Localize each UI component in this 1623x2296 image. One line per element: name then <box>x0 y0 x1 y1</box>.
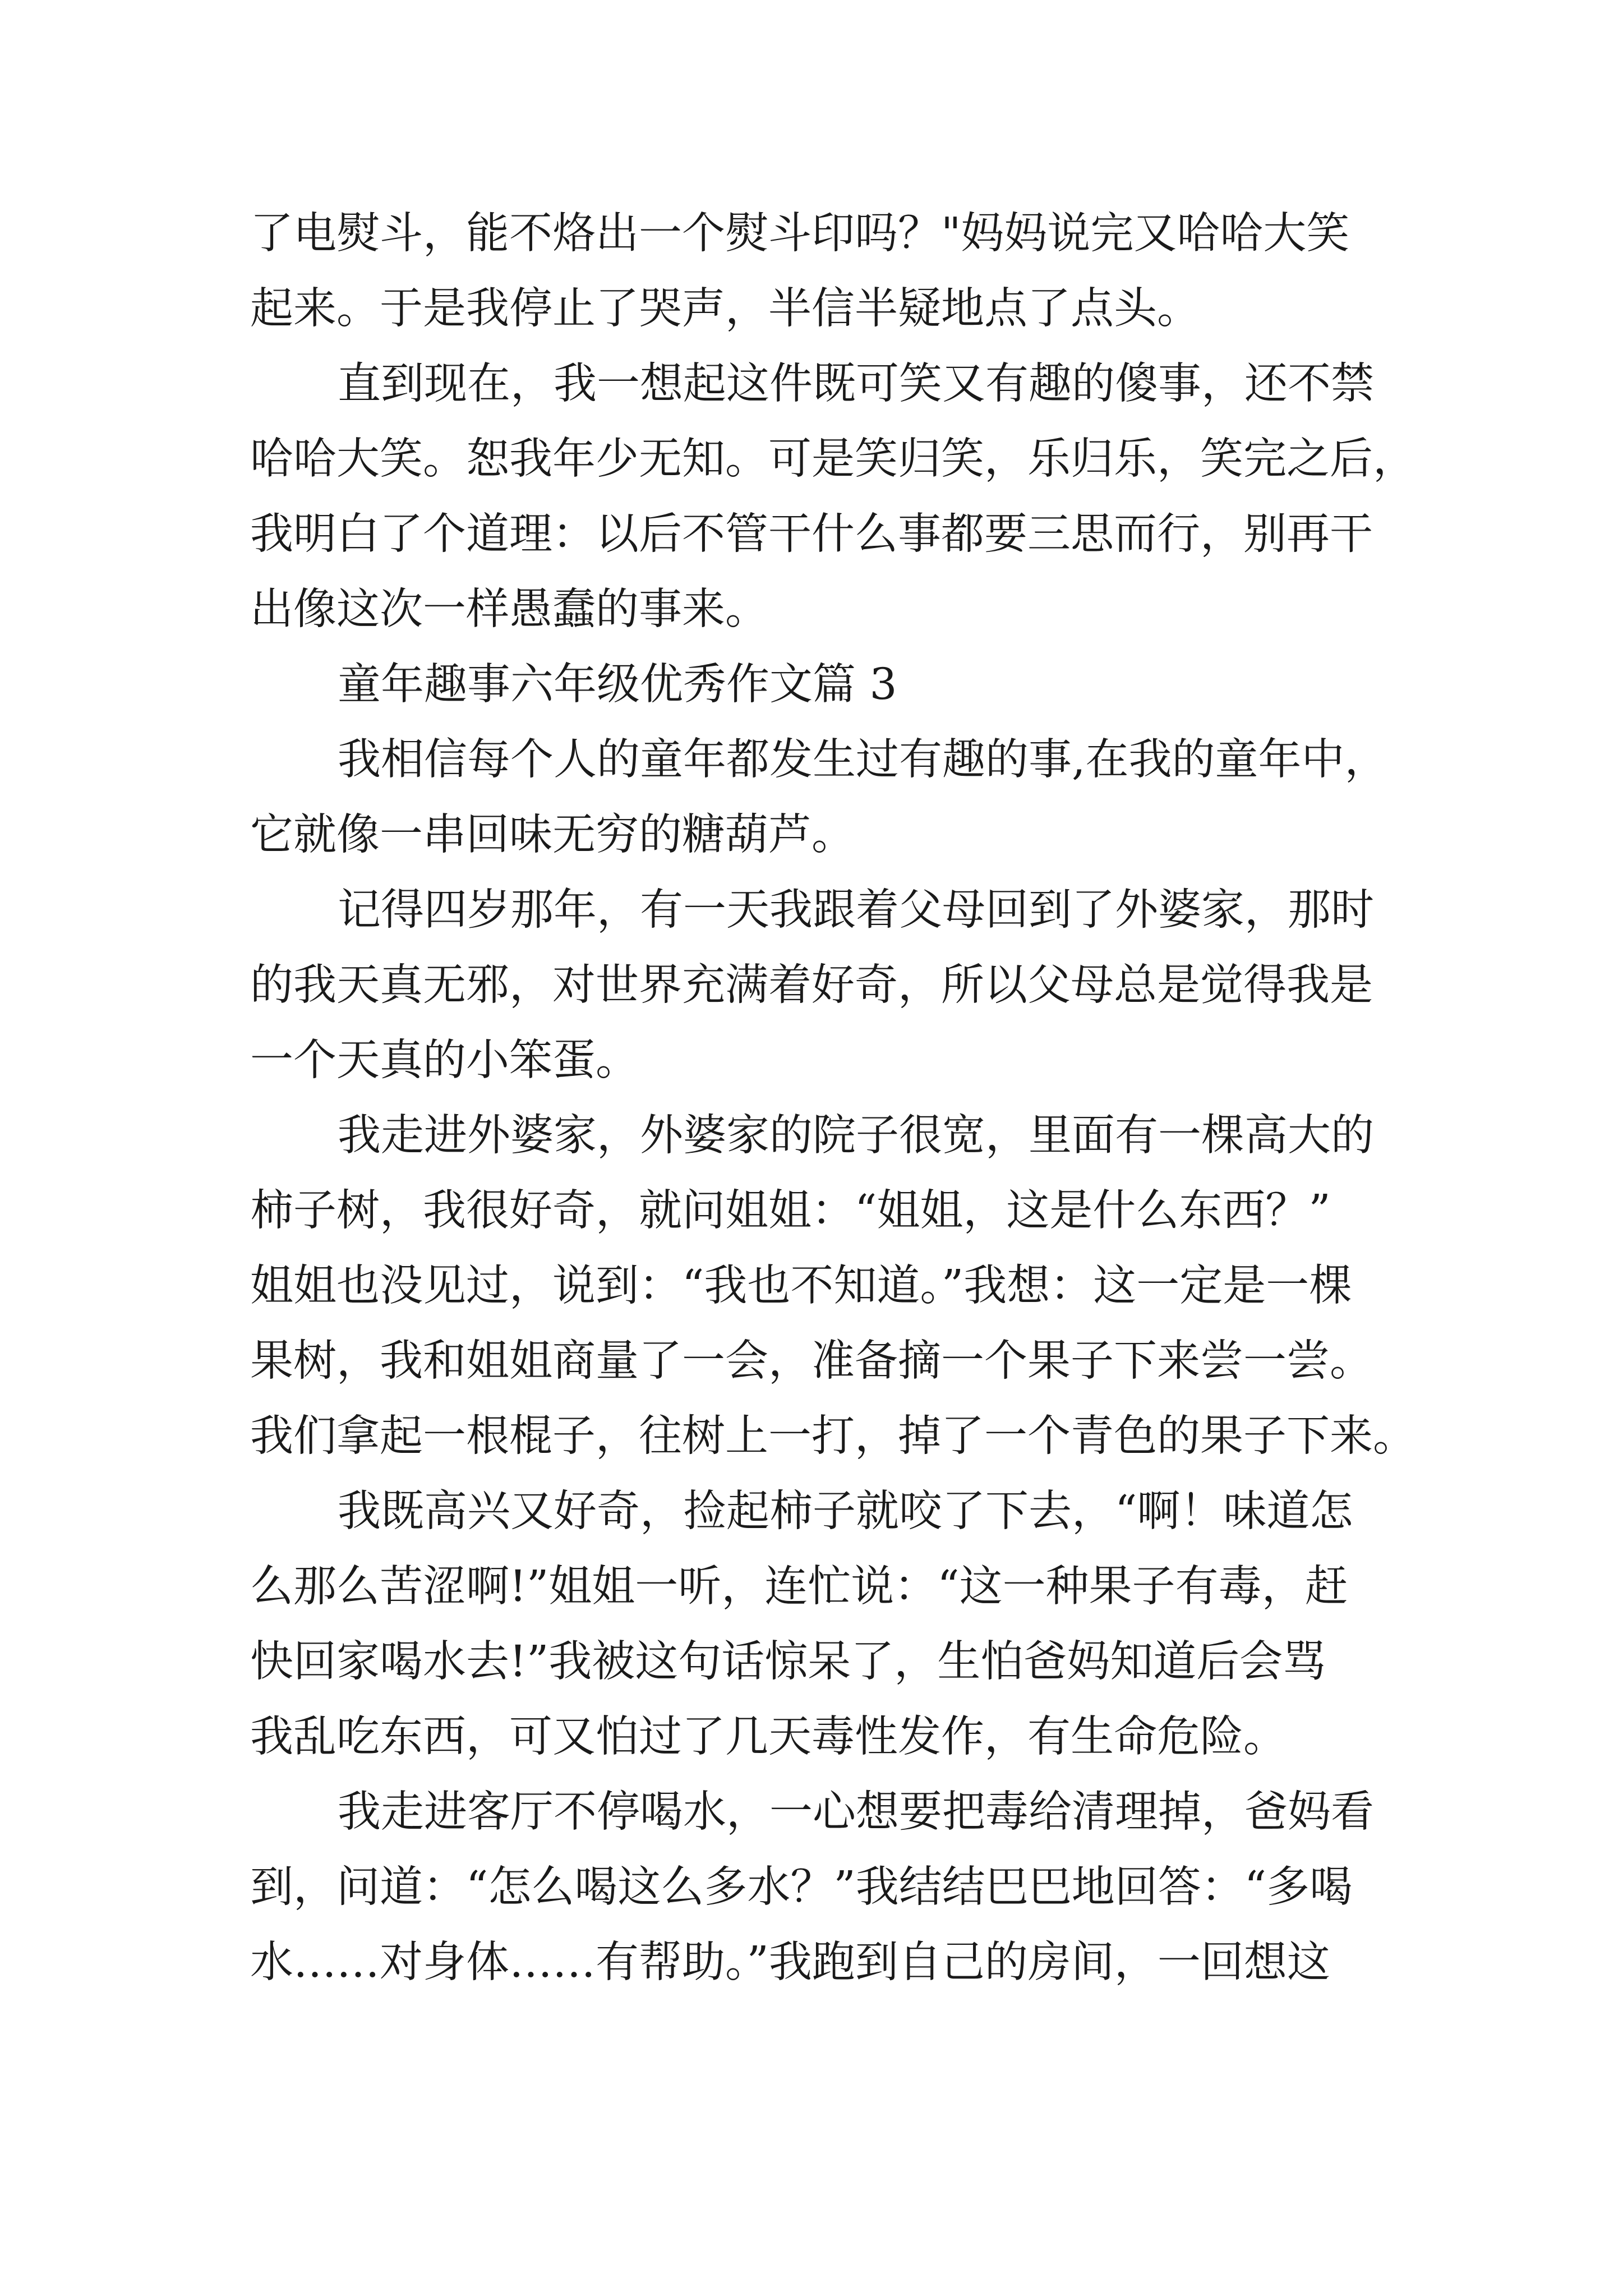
paragraph-start-line: 记得四岁那年，有一天我跟着父母回到了外婆家，那时 <box>338 885 1374 935</box>
text-line: 我明白了个道理：以后不管干什么事都要三思而行，别再干 <box>250 509 1373 559</box>
section-heading: 童年趣事六年级优秀作文篇 3 <box>338 660 897 710</box>
text-line: 我乱吃东西，可又怕过了几天毒性发作，有生命危险。 <box>250 1712 1287 1762</box>
text-line: 出像这次一样愚蠢的事来。 <box>250 585 768 634</box>
text-line: 一个天真的小笨蛋。 <box>250 1036 639 1085</box>
text-line: 姐姐也没见过，说到：“我也不知道。”我想：这一定是一棵 <box>250 1261 1353 1311</box>
paragraph-start-line: 直到现在，我一想起这件既可笑又有趣的傻事，还不禁 <box>338 359 1374 409</box>
text-line: 水……对身体……有帮助。”我跑到自己的房间，一回想这 <box>250 1938 1330 1987</box>
text-line: 我们拿起一根棍子，往树上一打，掉了一个青色的果子下来。 <box>250 1411 1416 1461</box>
text-line: 起来。于是我停止了哭声，半信半疑地点了点头。 <box>250 284 1200 334</box>
text-line: 它就像一串回味无穷的糖葫芦。 <box>250 810 855 860</box>
paragraph-start-line: 我走进客厅不停喝水，一心想要把毒给清理掉，爸妈看 <box>338 1787 1374 1837</box>
text-line: 快回家喝水去!”我被这句话惊呆了，生怕爸妈知道后会骂 <box>250 1637 1326 1687</box>
text-line: 到，问道：“怎么喝这么多水？”我结结巴巴地回答：“多喝 <box>250 1862 1353 1912</box>
text-line: 柿子树，我很好奇，就问姐姐：“姐姐，这是什么东西？” <box>250 1186 1331 1236</box>
text-line: 果树，我和姐姐商量了一会，准备摘一个果子下来尝一尝。 <box>250 1336 1373 1386</box>
article-body <box>250 196 1416 2000</box>
paragraph-start-line: 我走进外婆家，外婆家的院子很宽，里面有一棵高大的 <box>338 1111 1374 1161</box>
paragraph-start-line: 我相信每个人的童年都发生过有趣的事,在我的童年中， <box>338 735 1388 785</box>
text-line: 哈哈大笑。恕我年少无知。可是笑归笑，乐归乐，笑完之后， <box>250 434 1416 484</box>
text-line: 了电熨斗，能不烙出一个熨斗印吗？"妈妈说完又哈哈大笑 <box>250 209 1350 259</box>
text-line: 的我天真无邪，对世界充满着好奇，所以父母总是觉得我是 <box>250 960 1373 1010</box>
paragraph-start-line: 我既高兴又好奇，捡起柿子就咬了下去，“啊！味道怎 <box>338 1487 1353 1536</box>
text-line: 么那么苦涩啊!”姐姐一听，连忙说：“这一种果子有毒，赶 <box>250 1562 1348 1612</box>
